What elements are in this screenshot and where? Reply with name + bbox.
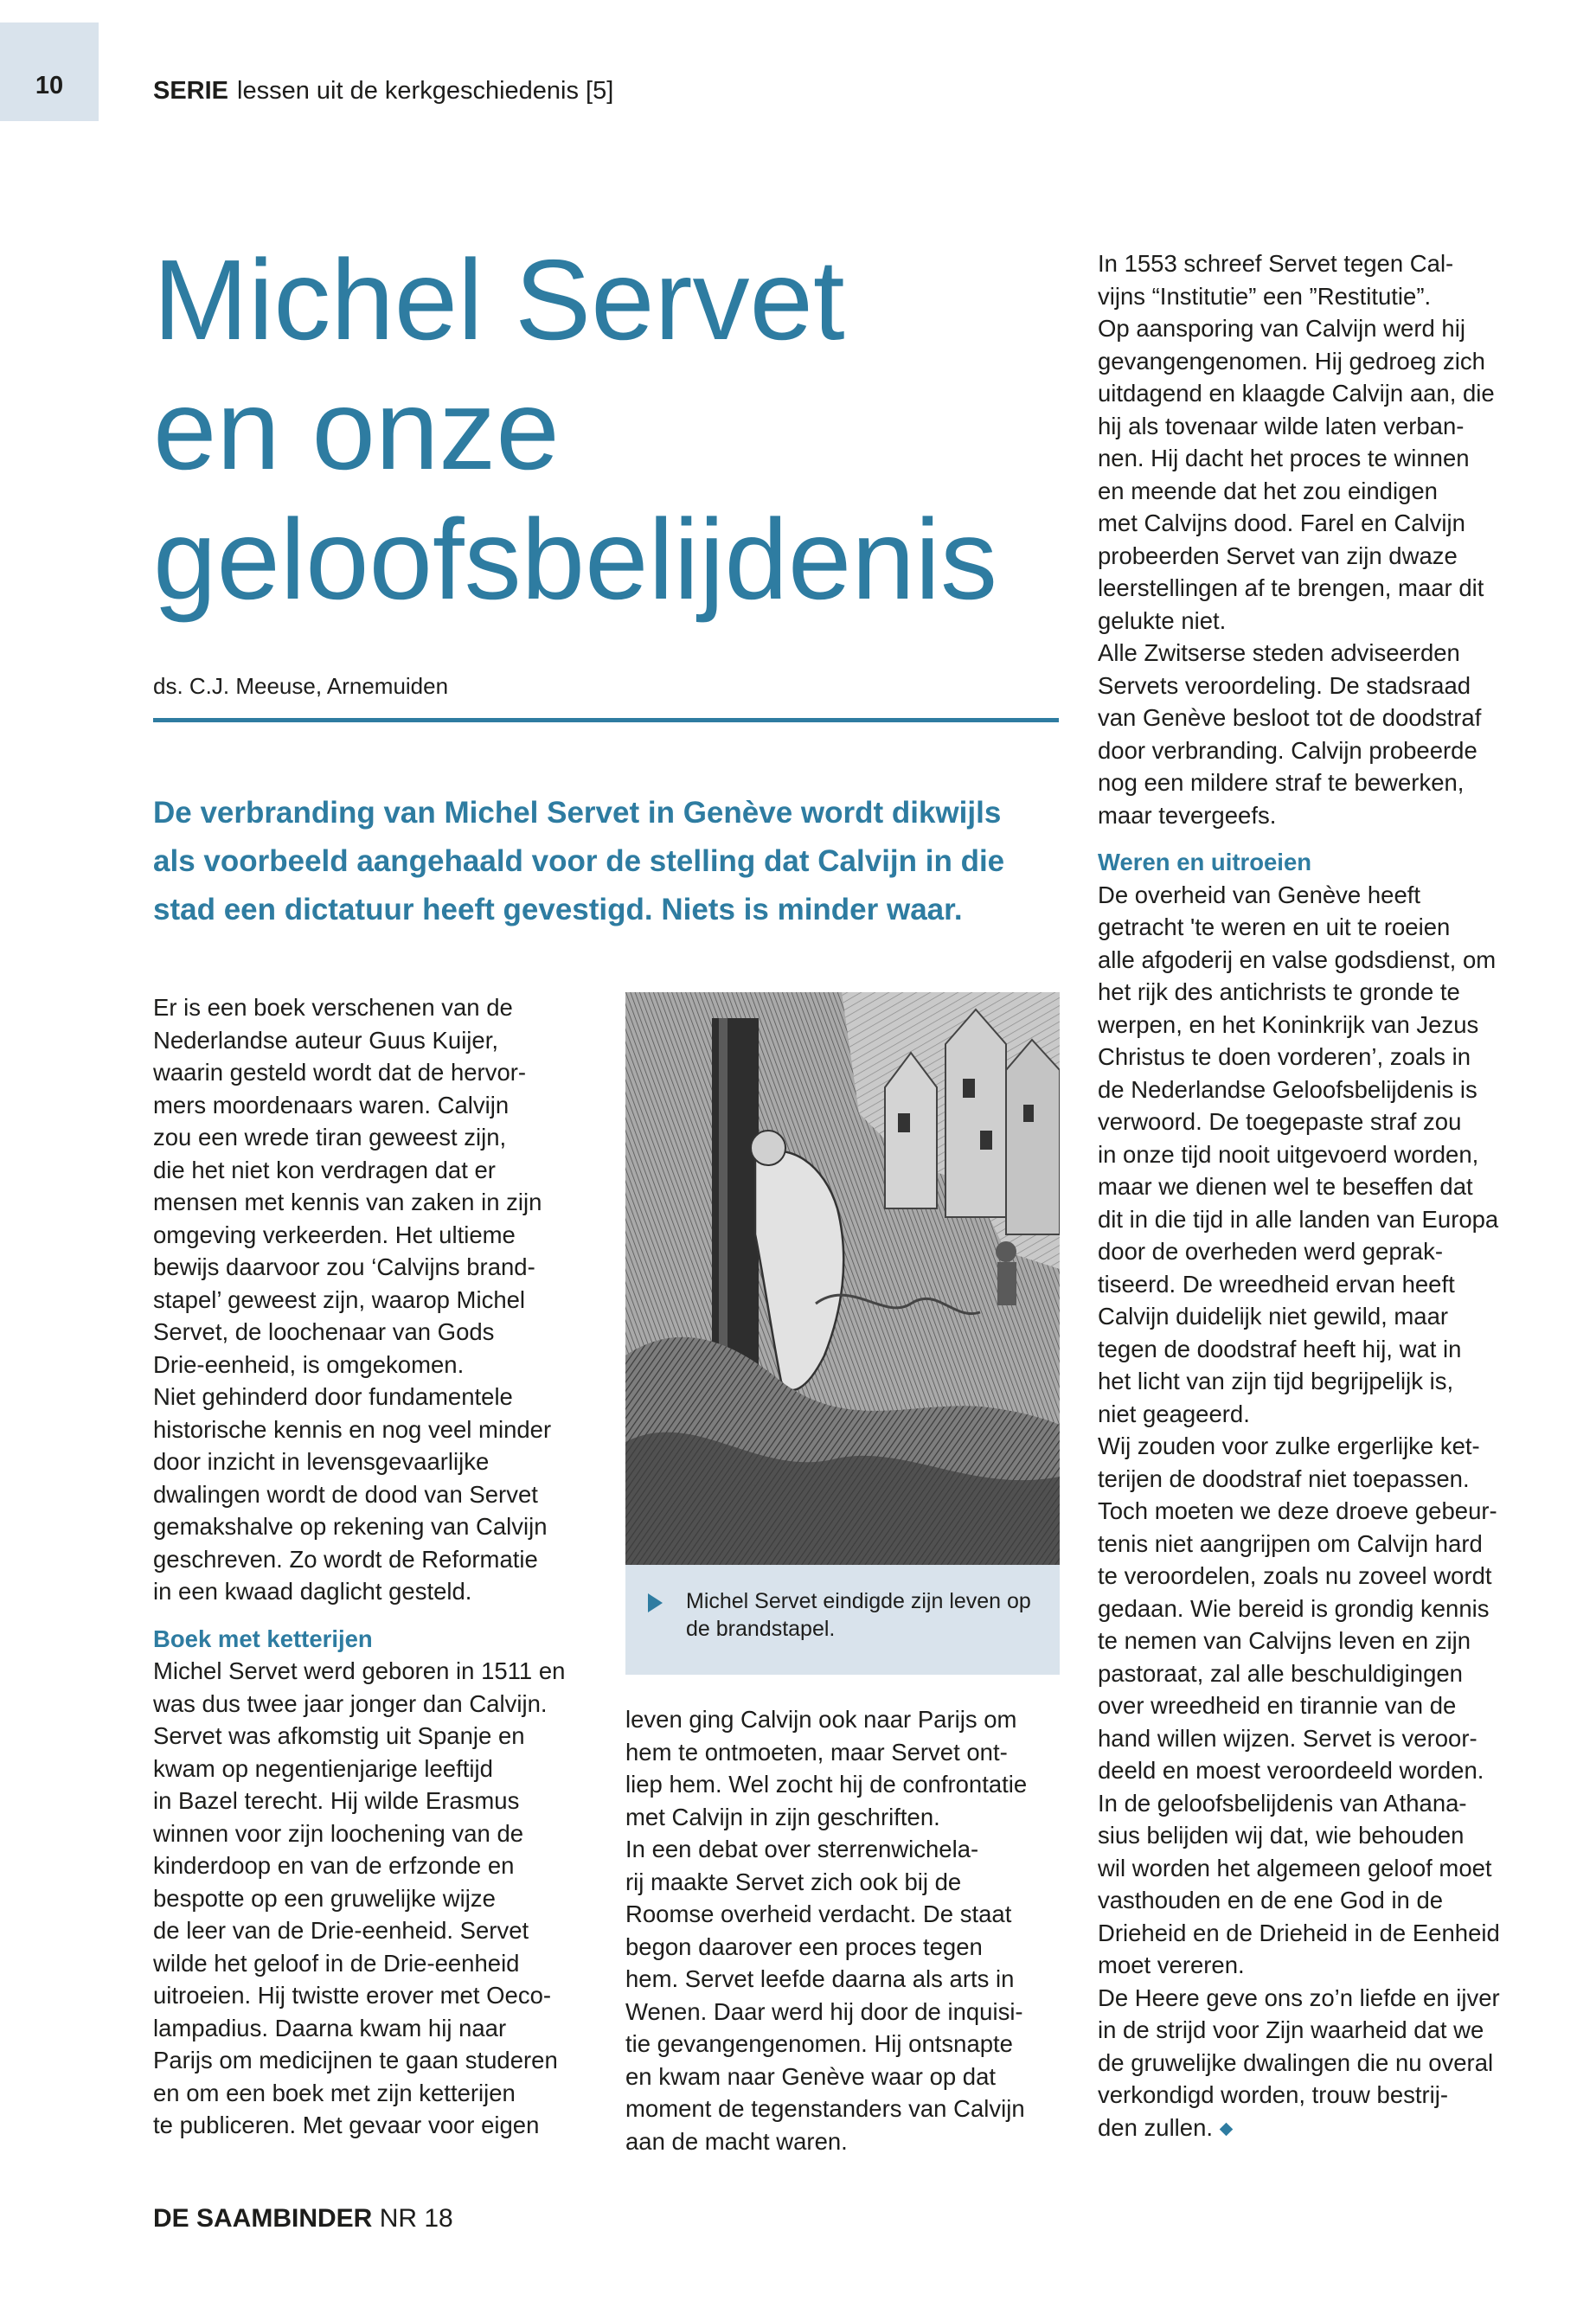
paragraph-weren	[1098, 879, 1548, 2144]
text-line-last	[1098, 2112, 1548, 2144]
text-line: in een kwaad daglicht gesteld.	[153, 1578, 472, 1605]
intro-line: als voorbeeld aangehaald voor de stelling dat Calvijn in die	[153, 844, 1005, 878]
text-line: mensen met kennis van zaken in zijn	[153, 1189, 542, 1215]
text-line: Calvijn duidelijk niet gewild, maar	[1098, 1303, 1449, 1330]
text-line: wil worden het algemeen geloof moet	[1098, 1854, 1492, 1881]
column-3	[1098, 247, 1548, 2144]
text-line: geschreven. Zo wordt de Reformatie	[153, 1545, 538, 1573]
text-line: Michel Servet werd geboren in 1511 en	[153, 1657, 566, 1684]
text-line: van Genève besloot tot de doodstraf	[1098, 704, 1482, 731]
text-line: het rijk des antichrists te gronde te	[1098, 978, 1460, 1005]
text-line: de Nederlandse Geloofsbelijdenis is	[1098, 1075, 1477, 1103]
text-line: In 1553 schreef Servet tegen Cal-	[1098, 250, 1454, 277]
text-line: Niet gehinderd door fundamentele	[153, 1383, 513, 1410]
paragraph-intro	[153, 991, 603, 1608]
text-line: in onze tijd nooit uitgevoerd worden,	[1098, 1140, 1479, 1168]
text-line: door verbranding. Calvijn probeerde	[1098, 736, 1477, 764]
text-line: aan de macht waren.	[625, 2127, 848, 2155]
text-line: Er is een boek verschenen van de	[153, 994, 513, 1021]
text-line: rij maakte Servet zich ook bij de	[625, 1868, 962, 1895]
text-line: door de overheden werd geprak-	[1098, 1238, 1444, 1265]
title-line: geloofsbelijdenis	[153, 496, 998, 623]
text-line: De overheid van Genève heeft	[1098, 881, 1421, 908]
column-2	[625, 1703, 1075, 2157]
text-line: Wij zouden voor zulke ergerlijke ket-	[1098, 1433, 1480, 1459]
text-line: In een debat over sterrenwichela-	[625, 1836, 979, 1862]
text-line: maar we dienen wel te beseffen dat	[1098, 1173, 1473, 1200]
text-line: kwam op negentienjarige leeftijd	[153, 1754, 493, 1782]
subheading-boek-met-ketterijen: Boek met ketterijen	[153, 1625, 373, 1652]
text-line: hij als tovenaar wilde laten verban-	[1098, 412, 1465, 439]
series-title: lessen uit de kerkgeschiedenis [5]	[237, 77, 614, 105]
text-line: gemakshalve op rekening van Calvijn	[153, 1513, 548, 1540]
text-line: pastoraat, zal alle beschuldigingen	[1098, 1659, 1463, 1687]
text-line: Alle Zwitserse steden adviseerden	[1098, 639, 1460, 666]
text-line: over wreedheid en tirannie van de	[1098, 1692, 1457, 1719]
text-line: Roomse overheid verdacht. De staat	[625, 1900, 1012, 1927]
engraving-image	[625, 992, 1060, 1565]
text-line: dit in die tijd in alle landen van Europa	[1098, 1205, 1499, 1233]
paragraph-restitutie	[1098, 247, 1548, 831]
text-line: verwoord. De toegepaste straf zou	[1098, 1108, 1462, 1135]
text-line: leven ging Calvijn ook naar Parijs om	[625, 1706, 1017, 1733]
text-line: met Calvijn in zijn geschriften.	[625, 1803, 940, 1830]
author-byline: ds. C.J. Meeuse, Arnemuiden	[153, 673, 449, 699]
text-line: gedaan. Wie bereid is grondig kennis	[1098, 1594, 1490, 1622]
text-line: Christus te doen vorderen’, zoals in	[1098, 1043, 1471, 1070]
text-line: was dus twee jaar jonger dan Calvijn.	[153, 1689, 548, 1717]
text-line: tie gevangengenomen. Hij ontsnapte	[625, 2030, 1013, 2057]
text-line: werpen, en het Koninkrijk van Jezus	[1098, 1010, 1479, 1038]
text-line: mers moordenaars waren. Calvijn	[153, 1091, 510, 1118]
text-line: vasthouden en de ene God in de	[1098, 1887, 1444, 1913]
text-line: omgeving verkeerden. Het ultieme	[153, 1221, 516, 1248]
article-title	[153, 235, 1070, 625]
text-line: Drie-eenheid, is omgekomen.	[153, 1350, 465, 1378]
text-line: hem. Servet leefde daarna als arts in	[625, 1965, 1015, 1992]
text-line: Wenen. Daar werd hij door de inquisi-	[625, 1997, 1023, 2025]
paragraph-boek	[153, 1655, 603, 2142]
text-line: De Heere geve ons zo’n liefde en ijver	[1098, 1984, 1500, 2011]
text-line: door inzicht in levensgevaarlijke	[153, 1448, 490, 1475]
text-line: in Bazel terecht. Hij wilde Erasmus	[153, 1787, 520, 1814]
subheading-weren-en-uitroeien: Weren en uitroeien	[1098, 849, 1312, 875]
text-line: en meende dat het zou eindigen	[1098, 477, 1438, 504]
text-line: te veroordelen, zoals nu zoveel wordt	[1098, 1562, 1492, 1589]
text-line: Servet, de loochenaar van Gods	[153, 1318, 495, 1345]
page-number: 10	[35, 72, 64, 99]
text-line: gelukte niet.	[1098, 606, 1227, 634]
text-line: Servet was afkomstig uit Spanje en	[153, 1722, 525, 1749]
text-line: Drieheid en de Drieheid in de Eenheid	[1098, 1919, 1500, 1946]
text-line: hem te ontmoeten, maar Servet ont-	[625, 1738, 1008, 1766]
text-line: de leer van de Drie-eenheid. Servet	[153, 1917, 529, 1944]
text-line: maar tevergeefs.	[1098, 801, 1277, 829]
caption-arrow-icon	[648, 1593, 663, 1612]
text-line: moment de tegenstanders van Calvijn	[625, 2095, 1025, 2122]
text-line: sius belijden wij dat, wie behouden	[1098, 1822, 1465, 1849]
text-line: uitdagend en klaagde Calvijn aan, die	[1098, 380, 1495, 407]
text-line: waarin gesteld wordt dat de hervor-	[153, 1059, 527, 1086]
caption-line: Michel Servet eindigde zijn leven op	[686, 1589, 1031, 1613]
text-line: stapel’ geweest zijn, waarop Michel	[153, 1285, 526, 1313]
text-line: tiseerd. De wreedheid ervan heeft	[1098, 1270, 1455, 1298]
title-line: en onze	[153, 366, 560, 493]
text-line: gevangengenomen. Hij gedroeg zich	[1098, 347, 1485, 375]
text-line: in de strijd voor Zijn waarheid dat we	[1098, 2016, 1484, 2043]
text-line: probeerden Servet van zijn dwaze	[1098, 542, 1458, 569]
text-line: en kwam naar Genève waar op dat	[625, 2062, 997, 2090]
text-line: alle afgoderij en valse godsdienst, om	[1098, 945, 1497, 973]
text-line: tenis niet aangrijpen om Calvijn hard	[1098, 1529, 1483, 1557]
text-line: de gruwelijke dwalingen die nu overal	[1098, 2048, 1494, 2076]
text-line: begon daarover een proces tegen	[625, 1932, 983, 1960]
paragraph-gap	[153, 1608, 603, 1623]
intro-line: De verbranding van Michel Servet in Genève wordt dikwijls	[153, 796, 1002, 830]
magazine-name: DE SAAMBINDER	[153, 2204, 373, 2233]
text-line: tegen de doodstraf heeft hij, wat in	[1098, 1335, 1462, 1362]
caption-line: de brandstapel.	[686, 1617, 836, 1641]
text-line: winnen voor zijn loochening van de	[153, 1819, 524, 1847]
text-line: vijns “Institutie” een ”Restitutie”.	[1098, 282, 1432, 310]
end-mark-icon	[1220, 2122, 1234, 2136]
text-line: historische kennis en nog veel minder	[153, 1415, 552, 1443]
text-line: te nemen van Calvijns leven en zijn	[1098, 1627, 1471, 1654]
text-line: en om een boek met zijn ketterijen	[153, 2079, 516, 2106]
text-line: Toch moeten we deze droeve gebeur-	[1098, 1497, 1497, 1524]
title-rule	[153, 718, 1059, 722]
text-line: moet vereren.	[1098, 1952, 1245, 1978]
text-line: Nederlandse auteur Guus Kuijer,	[153, 1026, 498, 1054]
column-1	[153, 991, 603, 2142]
issue-number: NR 18	[379, 2204, 453, 2233]
text-line: wilde het geloof in de Drie-eenheid	[153, 1949, 520, 1977]
text-line: niet geageerd.	[1098, 1400, 1250, 1427]
figure-caption	[686, 1587, 1049, 1643]
text-line: bespotte op een gruwelijke wijze	[153, 1884, 496, 1912]
footer	[153, 2204, 453, 2234]
text-line: In de geloofsbelijdenis van Athana-	[1098, 1789, 1467, 1817]
text-line: leerstellingen af te brengen, maar dit	[1098, 574, 1484, 601]
text-line: het licht van zijn tijd begrijpelijk is,	[1098, 1368, 1454, 1394]
text-line: getracht 'te weren en uit te roeien	[1098, 913, 1451, 940]
text-line: dwalingen wordt de dood van Servet	[153, 1480, 538, 1508]
text-line: verkondigd worden, trouw bestrij-	[1098, 2081, 1449, 2108]
series-label: SERIE	[153, 77, 229, 105]
text-line: Servets veroordeling. De stadsraad	[1098, 671, 1471, 699]
title-line: Michel Servet	[153, 236, 845, 363]
text-line: hand willen wijzen. Servet is veroor-	[1098, 1724, 1477, 1752]
text-line: deeld en moest veroordeeld worden.	[1098, 1757, 1484, 1784]
text-line: zou een wrede tiran geweest zijn,	[153, 1124, 507, 1150]
text-line: Parijs om medicijnen te gaan studeren	[153, 2047, 558, 2073]
text-line: Op aansporing van Calvijn werd hij	[1098, 315, 1465, 342]
text-line: uitroeien. Hij twistte erover met Oeco-	[153, 1982, 552, 2009]
series-header	[153, 77, 613, 106]
text-line: nen. Hij dacht het proces te winnen	[1098, 445, 1470, 471]
text-line: bewijs daarvoor zou ‘Calvijns brand-	[153, 1253, 535, 1280]
intro-line: stad een dictatuur heeft gevestigd. Niets is minder waar.	[153, 893, 963, 926]
text-line: nog een mildere straf te bewerken,	[1098, 769, 1465, 796]
text-line: liep hem. Wel zocht hij de confrontatie	[625, 1771, 1028, 1798]
text-line: kinderdoop en van de erfzonde en	[153, 1852, 515, 1879]
paragraph-gap	[1098, 831, 1548, 846]
text-line: lampadius. Daarna kwam hij naar	[153, 2014, 507, 2041]
text-line: te publiceren. Met gevaar voor eigen	[153, 2112, 540, 2138]
text-line: die het niet kon verdragen dat er	[153, 1156, 496, 1183]
text-line: met Calvijns dood. Farel en Calvijn	[1098, 510, 1465, 536]
text-line: terijen de doodstraf niet toepassen.	[1098, 1465, 1470, 1492]
figure-panel	[625, 992, 1060, 1675]
text-line-end: den zullen.	[1098, 2113, 1214, 2141]
intro-lead	[153, 789, 1066, 934]
